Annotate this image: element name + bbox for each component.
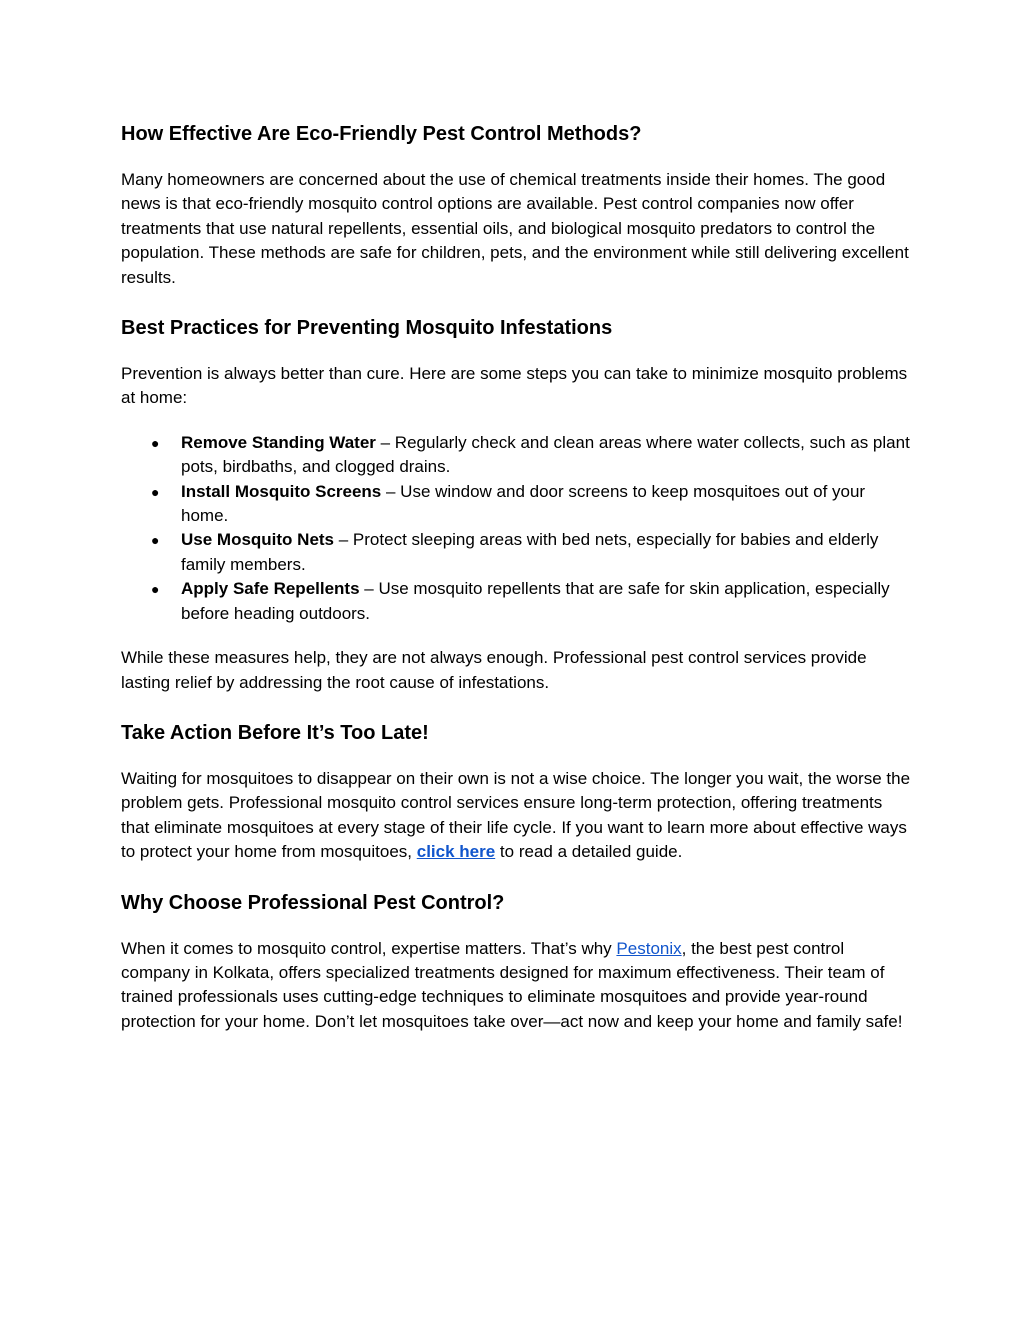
list-item-title: Apply Safe Repellents xyxy=(181,579,360,599)
heading-why-professional: Why Choose Professional Pest Control? xyxy=(121,891,505,914)
paragraph-text: , the best pest control company in Kolkata, offers specialized treatments designed for maximum effectiveness. Their team of trained professionals uses cutting-edge techniques to eliminate mosquitoes and provide year-round protection for your home. Don’t let mosquitoes take over—act now and keep your home and family safe! xyxy=(121,938,903,1031)
heading-take-action: Take Action Before It’s Too Late! xyxy=(121,721,429,744)
list-item-title: Remove Standing Water xyxy=(181,432,376,452)
click-here-link[interactable]: click here xyxy=(416,842,496,862)
list-item-title: Install Mosquito Screens xyxy=(181,481,382,501)
list-item-install-screens xyxy=(121,480,911,529)
heading-eco-friendly-methods: How Effective Are Eco-Friendly Pest Control Methods? xyxy=(121,123,642,145)
bullet-icon: ● xyxy=(151,532,160,549)
paragraph-prevention-outro: While these measures help, they are not always enough. Professional pest control services provide lasting relief by addressing the root cause of infestations. xyxy=(121,648,867,692)
list-item-text: – Use mosquito repellents that are safe for skin application, especially before heading outdoors. xyxy=(181,579,890,623)
paragraph-eco-friendly: Many homeowners are concerned about the use of chemical treatments inside their homes. The good news is that eco-friendly mosquito control options are available. Pest control companies now offer treatments that use natural repellents, essential oils, and biological mosquito predators to control the population. These methods are safe for children, pets, and the environment while still delivering excellent results. xyxy=(121,170,909,287)
bullet-icon: ● xyxy=(151,483,160,500)
paragraph-text: When it comes to mosquito control, expertise matters. That’s why xyxy=(121,938,617,958)
paragraph-text: to read a detailed guide. xyxy=(495,842,683,862)
bullet-icon: ● xyxy=(151,434,160,451)
document-page xyxy=(121,118,911,1034)
list-item-apply-repellents xyxy=(121,577,911,626)
list-item-remove-standing-water xyxy=(121,431,911,480)
paragraph-take-action xyxy=(121,767,911,865)
bullet-icon: ● xyxy=(151,581,160,598)
pestonix-link[interactable]: Pestonix xyxy=(616,938,682,958)
list-item-text: – Regularly check and clean areas where water collects, such as plant pots, birdbaths, and clogged drains. xyxy=(181,432,910,477)
list-item-text: – Use window and door screens to keep mosquitoes out of your home. xyxy=(181,481,866,526)
list-item-text: – Protect sleeping areas with bed nets, especially for babies and elderly family members. xyxy=(181,530,879,574)
heading-best-practices: Best Practices for Preventing Mosquito Infestations xyxy=(121,317,613,340)
list-item-title: Use Mosquito Nets xyxy=(181,530,335,550)
paragraph-prevention-intro: Prevention is always better than cure. Here are some steps you can take to minimize mosquito problems at home: xyxy=(121,364,908,408)
paragraph-text: Waiting for mosquitoes to disappear on their own is not a wise choice. The longer you wait, the worse the problem gets. Professional mosquito control services ensure long-term protection, offering treatments that eliminate mosquitoes at every stage of their life cycle. If you want to learn more about effective ways to protect your home from mosquitoes, xyxy=(121,768,911,862)
list-item-use-nets xyxy=(121,528,911,577)
paragraph-why-professional xyxy=(121,937,911,1035)
prevention-list xyxy=(121,431,911,626)
